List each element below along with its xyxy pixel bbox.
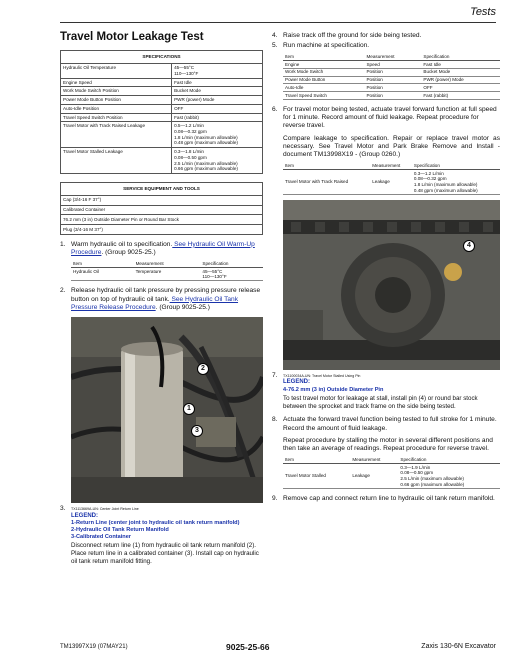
spec-value xyxy=(172,64,263,78)
spec-row xyxy=(61,113,263,122)
cell-spec: Fast Idle xyxy=(421,61,500,69)
spec-value-line: OFF xyxy=(174,105,184,111)
spec-label: Travel Speed Switch Position xyxy=(61,113,172,122)
tank-pressure-release-link[interactable]: See Hydraulic Oil Tank Pressure Release Procedure xyxy=(71,295,239,311)
tool-item: Calibrated Container xyxy=(61,205,263,215)
spec-row xyxy=(61,122,263,148)
step-text-2: Compare leakage to specification. Repair or replace travel motor as necessary. See Travel Motor and Park Brake Remove and Install - document TM13998X19 - (Group 0260.) xyxy=(283,134,500,159)
col-header: Measurement xyxy=(134,260,201,267)
col-header: Item xyxy=(283,456,350,463)
spec-value-line: 0.08—0.50 gpm xyxy=(174,154,207,160)
step-suffix: . (Group 9025-25.) xyxy=(155,303,210,311)
col-header: Measurement xyxy=(370,162,412,169)
legend-item: 2-Hydraulic Oil Tank Return Manifold xyxy=(71,527,169,534)
cell-item: Travel Speed Switch xyxy=(283,92,364,100)
step-suffix: . (Group 9025-25.) xyxy=(101,249,156,257)
return-line-illustration xyxy=(71,317,263,503)
spec-label: Auto-Idle Position xyxy=(61,104,172,113)
step-text-2: Repeat procedure by stalling the motor in several different positions and then take an average of readings. Repeat procedure for reverse travel. xyxy=(283,436,493,453)
cell-measurement: Position xyxy=(364,68,421,76)
step-1 xyxy=(60,241,263,257)
spec-row xyxy=(61,87,263,96)
spec-value-line: 45—55°C xyxy=(174,65,195,71)
center-joint-return-line-photo xyxy=(71,317,263,503)
service-tools-table xyxy=(60,182,263,235)
tool-item: Plug (3/4-16 M 37°) xyxy=(61,225,263,235)
spec-row xyxy=(61,78,263,87)
cell-spec: 1.8 L/min (maximum allowable) xyxy=(413,181,478,187)
step-4 xyxy=(272,32,500,40)
cell-spec: 0.08—0.32 gpm xyxy=(413,176,447,182)
step-6-spec-table xyxy=(283,162,500,195)
cell-measurement: Position xyxy=(364,76,421,84)
footer-doc-id: TM13997X19 (07MAY21) xyxy=(60,644,128,650)
spec-value-line: Fast Idle xyxy=(174,79,192,85)
legend-item: 1-Return Line (center joint to hydraulic oil tank return manifold) xyxy=(71,520,240,527)
section-title: Tests xyxy=(470,6,496,18)
spec-value xyxy=(172,104,263,113)
tool-item: 76.2 mm (3 in) Outside Diameter Pin or Round Bar Stock xyxy=(61,215,263,225)
spec-value-line: 0.08—0.32 gpm xyxy=(174,128,207,134)
spec-row xyxy=(61,64,263,78)
cell-spec: 0.08—0.50 gpm xyxy=(400,470,434,476)
col-header: Specification xyxy=(412,162,500,169)
figure-caption: TX1100034A-UN: Travel Motor Stalled Using Pin xyxy=(283,373,361,378)
spec-label: Work Mode Switch Position xyxy=(61,87,172,96)
legend-item: 4-76.2 mm (3 in) Outside Diameter Pin xyxy=(283,386,384,393)
spec-row xyxy=(61,148,263,174)
spec-value-line: 0.5—1.2 L/min xyxy=(174,123,204,129)
step-text: To test travel motor for leakage at stall, install pin (4) or round bar stock between the sprocket and track frame on the side being tested. xyxy=(283,394,478,410)
table-row xyxy=(283,84,500,92)
spec-label: Travel Motor with Track Raised Leakage xyxy=(61,122,172,148)
travel-motor-illustration xyxy=(283,200,500,370)
cell-spec: PWR (power) Mode xyxy=(421,76,500,84)
step-text: Actuate the forward travel function being tested to full stroke for 1 minute. Record the amount of fluid leakage. xyxy=(283,416,497,432)
spec-row xyxy=(61,104,263,113)
spec-value xyxy=(172,122,263,148)
spec-value xyxy=(172,87,263,96)
spec-label: Power Mode Button Position xyxy=(61,96,172,105)
step-7 xyxy=(272,372,500,410)
legend-title: LEGEND: xyxy=(71,512,98,519)
table-row xyxy=(283,68,500,76)
cell-spec: 0.3—1.2 L/min xyxy=(413,170,444,176)
spec-value-line: 2.5 L/min (maximum allowable) xyxy=(174,160,238,166)
step-text: Raise track off the ground for side being tested. xyxy=(283,32,422,39)
cell-item: Engine xyxy=(283,61,364,69)
specifications-caption: SPECIFICATIONS xyxy=(61,51,263,64)
cell-spec: 0.48 gpm (maximum allowable) xyxy=(413,187,478,193)
left-column xyxy=(60,30,263,565)
legend-title: LEGEND: xyxy=(283,379,310,386)
step-8 xyxy=(272,416,500,453)
spec-label: Engine Speed xyxy=(61,78,172,87)
tool-row xyxy=(61,225,263,235)
cell-spec: Bucket Mode xyxy=(421,68,500,76)
tools-caption: SERVICE EQUIPMENT AND TOOLS xyxy=(61,183,263,196)
spec-value-line: 110—130°F xyxy=(174,70,199,76)
cell-item: Travel Motor with Track Raised xyxy=(283,170,370,195)
step-9 xyxy=(272,495,500,503)
cell-measurement: Leakage xyxy=(370,170,412,195)
cell-spec: 0.3—1.9 L/min xyxy=(400,464,431,470)
tool-row xyxy=(61,205,263,215)
cell-spec: 0.66 gpm (maximum allowable) xyxy=(400,481,465,487)
cell-measurement: Position xyxy=(364,84,421,92)
step-6 xyxy=(272,106,500,159)
step-number: 9. xyxy=(272,495,278,503)
page-title: Travel Motor Leakage Test xyxy=(60,31,204,43)
footer-page-number: 9025-25-66 xyxy=(226,642,270,652)
spec-value-line: Bucket Mode xyxy=(174,88,201,94)
cell-measurement: Position xyxy=(364,92,421,100)
cell-item: Power Mode Button xyxy=(283,76,364,84)
step-number: 3. xyxy=(60,505,66,513)
step-number: 6. xyxy=(272,105,278,113)
footer-model: Zaxis 130-6N Excavator xyxy=(421,643,496,650)
spec-value-line: 0.66 gpm (maximum allowable) xyxy=(174,166,238,172)
col-header: Item xyxy=(283,53,364,60)
cell-item: Auto-Idle xyxy=(283,84,364,92)
col-header: Item xyxy=(283,162,370,169)
spec-label: Travel Motor Stalled Leakage xyxy=(61,148,172,174)
right-column xyxy=(272,30,500,503)
cell-item: Travel Motor Stalled xyxy=(283,464,350,489)
spec-value xyxy=(172,113,263,122)
step-text: Run machine at specification. xyxy=(283,42,370,50)
callout-1: 1 xyxy=(183,403,195,415)
callout-3: 3 xyxy=(191,425,203,437)
page-footer xyxy=(60,640,496,654)
step-number: 1. xyxy=(60,240,66,248)
step-3 xyxy=(60,505,263,565)
tool-item: Cap (3/4-16 F 37°) xyxy=(61,195,263,205)
spec-value-line: 1.8 L/min (maximum allowable) xyxy=(174,134,238,140)
step-text: Remove cap and connect return line to hydraulic oil tank return manifold. xyxy=(283,495,495,503)
step-5-spec-table xyxy=(283,53,500,99)
col-header: Measurement xyxy=(350,456,398,463)
spec-label: Hydraulic Oil Temperature xyxy=(61,64,172,78)
page-header xyxy=(0,0,510,24)
cell-spec: OFF xyxy=(421,84,500,92)
table-row xyxy=(283,76,500,84)
step-number: 2. xyxy=(60,287,66,295)
cell-measurement: Speed xyxy=(364,61,421,69)
legend-item: 3-Calibrated Container xyxy=(71,534,131,541)
step-number: 5. xyxy=(272,42,278,50)
step-text: Disconnect return line (1) from hydraulic oil tank return manifold (2). Place return line in a calibrated container (3). Install cap on hydraulic oil tank return manifold fitting. xyxy=(71,542,259,565)
cell-item: Hydraulic Oil xyxy=(71,268,134,281)
callout-4: 4 xyxy=(463,240,475,252)
callout-2: 2 xyxy=(197,363,209,375)
table-row xyxy=(283,92,500,100)
step-number: 4. xyxy=(272,32,278,39)
col-header: Specification xyxy=(421,53,500,60)
spec-value xyxy=(172,148,263,174)
header-rule xyxy=(60,22,496,23)
specifications-table xyxy=(60,50,263,174)
cell-spec: 45—55°C xyxy=(202,268,223,274)
table-row xyxy=(283,61,500,69)
cell-measurement: Leakage xyxy=(350,464,398,489)
cell-measurement: Temperature xyxy=(134,268,201,281)
step-2 xyxy=(60,287,263,312)
spec-value xyxy=(172,96,263,105)
warm-up-procedure-link[interactable]: See Hydraulic Oil Warm-Up Procedure xyxy=(71,240,255,257)
step-number: 7. xyxy=(272,371,278,379)
cell-spec: Fast (rabbit) xyxy=(421,92,500,100)
col-header: Item xyxy=(71,260,134,267)
step-5 xyxy=(272,42,500,50)
spec-value-line: Fast (rabbit) xyxy=(174,114,199,120)
step-number: 8. xyxy=(272,416,278,424)
col-header: Measurement xyxy=(364,53,421,60)
cell-spec: 110—130°F xyxy=(202,274,227,280)
col-header: Specification xyxy=(398,456,500,463)
step-1-spec-table xyxy=(71,260,263,281)
tool-row xyxy=(61,215,263,225)
step-text: Release hydraulic oil tank pressure by pressing pressure release button on top of hydraulic oil tank. xyxy=(71,287,261,303)
cell-item: Work Mode Switch xyxy=(283,68,364,76)
spec-value-line: PWR (power) Mode xyxy=(174,97,215,103)
col-header: Specification xyxy=(200,260,263,267)
step-8-spec-table xyxy=(283,456,500,489)
spec-value xyxy=(172,78,263,87)
cell-spec: 2.5 L/min (maximum allowable) xyxy=(400,476,464,482)
step-text: Warm hydraulic oil to specification. xyxy=(71,240,173,248)
spec-value-line: 0.48 gpm (maximum allowable) xyxy=(174,140,238,146)
spec-value-line: 0.3—1.8 L/min xyxy=(174,149,204,155)
step-text: For travel motor being tested, actuate travel forward function at full speed for 1 minute. Record amount of fluid leakage. Repeat procedure for reverse travel. xyxy=(283,105,497,130)
tool-row xyxy=(61,195,263,205)
travel-motor-stalled-photo xyxy=(283,200,500,370)
spec-row xyxy=(61,96,263,105)
figure-caption: TX1113669A-UN: Center Joint Return Line xyxy=(71,507,139,512)
